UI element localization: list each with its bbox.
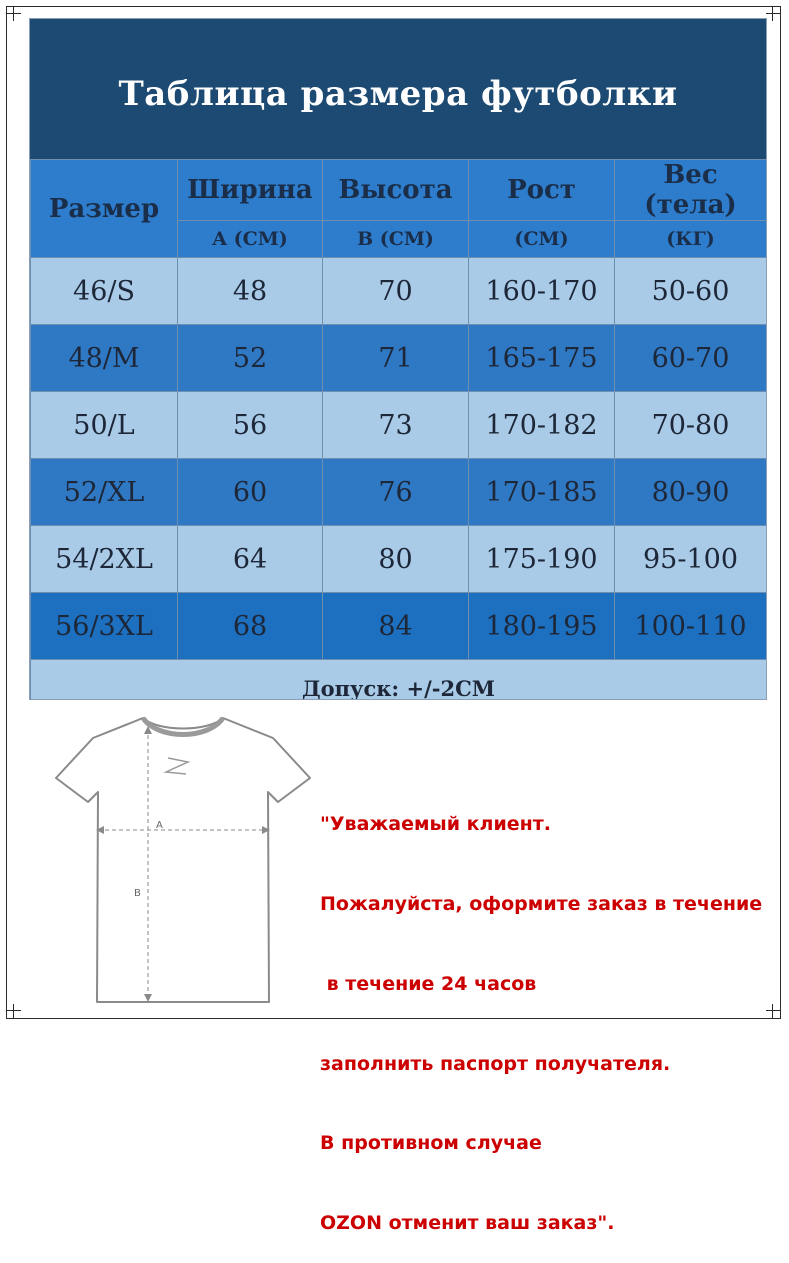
header-width: Ширина: [178, 160, 323, 221]
cell-growth: 175-190: [469, 526, 615, 593]
cell-growth: 170-182: [469, 392, 615, 459]
cell-width: 52: [178, 325, 323, 392]
cell-height: 84: [323, 593, 469, 660]
cell-width: 56: [178, 392, 323, 459]
cell-growth: 165-175: [469, 325, 615, 392]
header-row: [31, 160, 767, 221]
cell-weight: 60-70: [615, 325, 767, 392]
tolerance-row: [31, 660, 767, 701]
dimension-label-b: B: [134, 888, 141, 899]
table-row: [31, 593, 767, 660]
cell-weight: 50-60: [615, 258, 767, 325]
tshirt-diagram: [48, 710, 318, 1010]
customer-notice: [320, 758, 780, 1263]
frame-corner-mark: [766, 7, 780, 21]
header-size: Размер: [31, 160, 178, 258]
header-weight: Вес (тела): [615, 160, 767, 221]
notice-line: заполнить паспорт получателя.: [320, 1052, 671, 1075]
table-row: [31, 526, 767, 593]
cell-weight: 95-100: [615, 526, 767, 593]
cell-width: 60: [178, 459, 323, 526]
cell-size: 48/M: [31, 325, 178, 392]
header-growth: Рост: [469, 160, 615, 221]
cell-width: 68: [178, 593, 323, 660]
cell-growth: 180-195: [469, 593, 615, 660]
tolerance-note: Допуск: +/-2CM: [31, 660, 767, 701]
cell-weight: 100-110: [615, 593, 767, 660]
notice-line: OZON отменит ваш заказ".: [320, 1212, 615, 1235]
cell-width: 48: [178, 258, 323, 325]
title-bar: [30, 19, 766, 159]
frame-corner-mark: [7, 1004, 21, 1018]
cell-growth: 160-170: [469, 258, 615, 325]
notice-line: В противном случае: [320, 1132, 542, 1155]
cell-weight: 70-80: [615, 392, 767, 459]
chart-title: Таблица размера футболки: [118, 74, 678, 114]
table-row: [31, 325, 767, 392]
table-row: [31, 392, 767, 459]
header-growth-unit: (CM): [469, 221, 615, 258]
notice-line: "Уважаемый клиент.: [320, 813, 552, 836]
table-row: [31, 258, 767, 325]
cell-size: 50/L: [31, 392, 178, 459]
notice-line: Пожалуйста, оформите заказ в течение: [320, 892, 763, 915]
header-weight-unit: (КГ): [615, 221, 767, 258]
cell-growth: 170-185: [469, 459, 615, 526]
header-width-unit: A (CM): [178, 221, 323, 258]
cell-size: 54/2XL: [31, 526, 178, 593]
cell-height: 76: [323, 459, 469, 526]
cell-height: 71: [323, 325, 469, 392]
frame-corner-mark: [7, 7, 21, 21]
cell-width: 64: [178, 526, 323, 593]
header-height: Высота: [323, 160, 469, 221]
cell-height: 80: [323, 526, 469, 593]
notice-line: в течение 24 часов: [320, 972, 537, 995]
cell-height: 70: [323, 258, 469, 325]
cell-weight: 80-90: [615, 459, 767, 526]
cell-size: 52/XL: [31, 459, 178, 526]
dimension-label-a: A: [156, 820, 163, 831]
cell-size: 56/3XL: [31, 593, 178, 660]
cell-size: 46/S: [31, 258, 178, 325]
size-table: [30, 159, 767, 700]
header-height-unit: B (CM): [323, 221, 469, 258]
size-chart: [29, 18, 767, 700]
table-row: [31, 459, 767, 526]
cell-height: 73: [323, 392, 469, 459]
